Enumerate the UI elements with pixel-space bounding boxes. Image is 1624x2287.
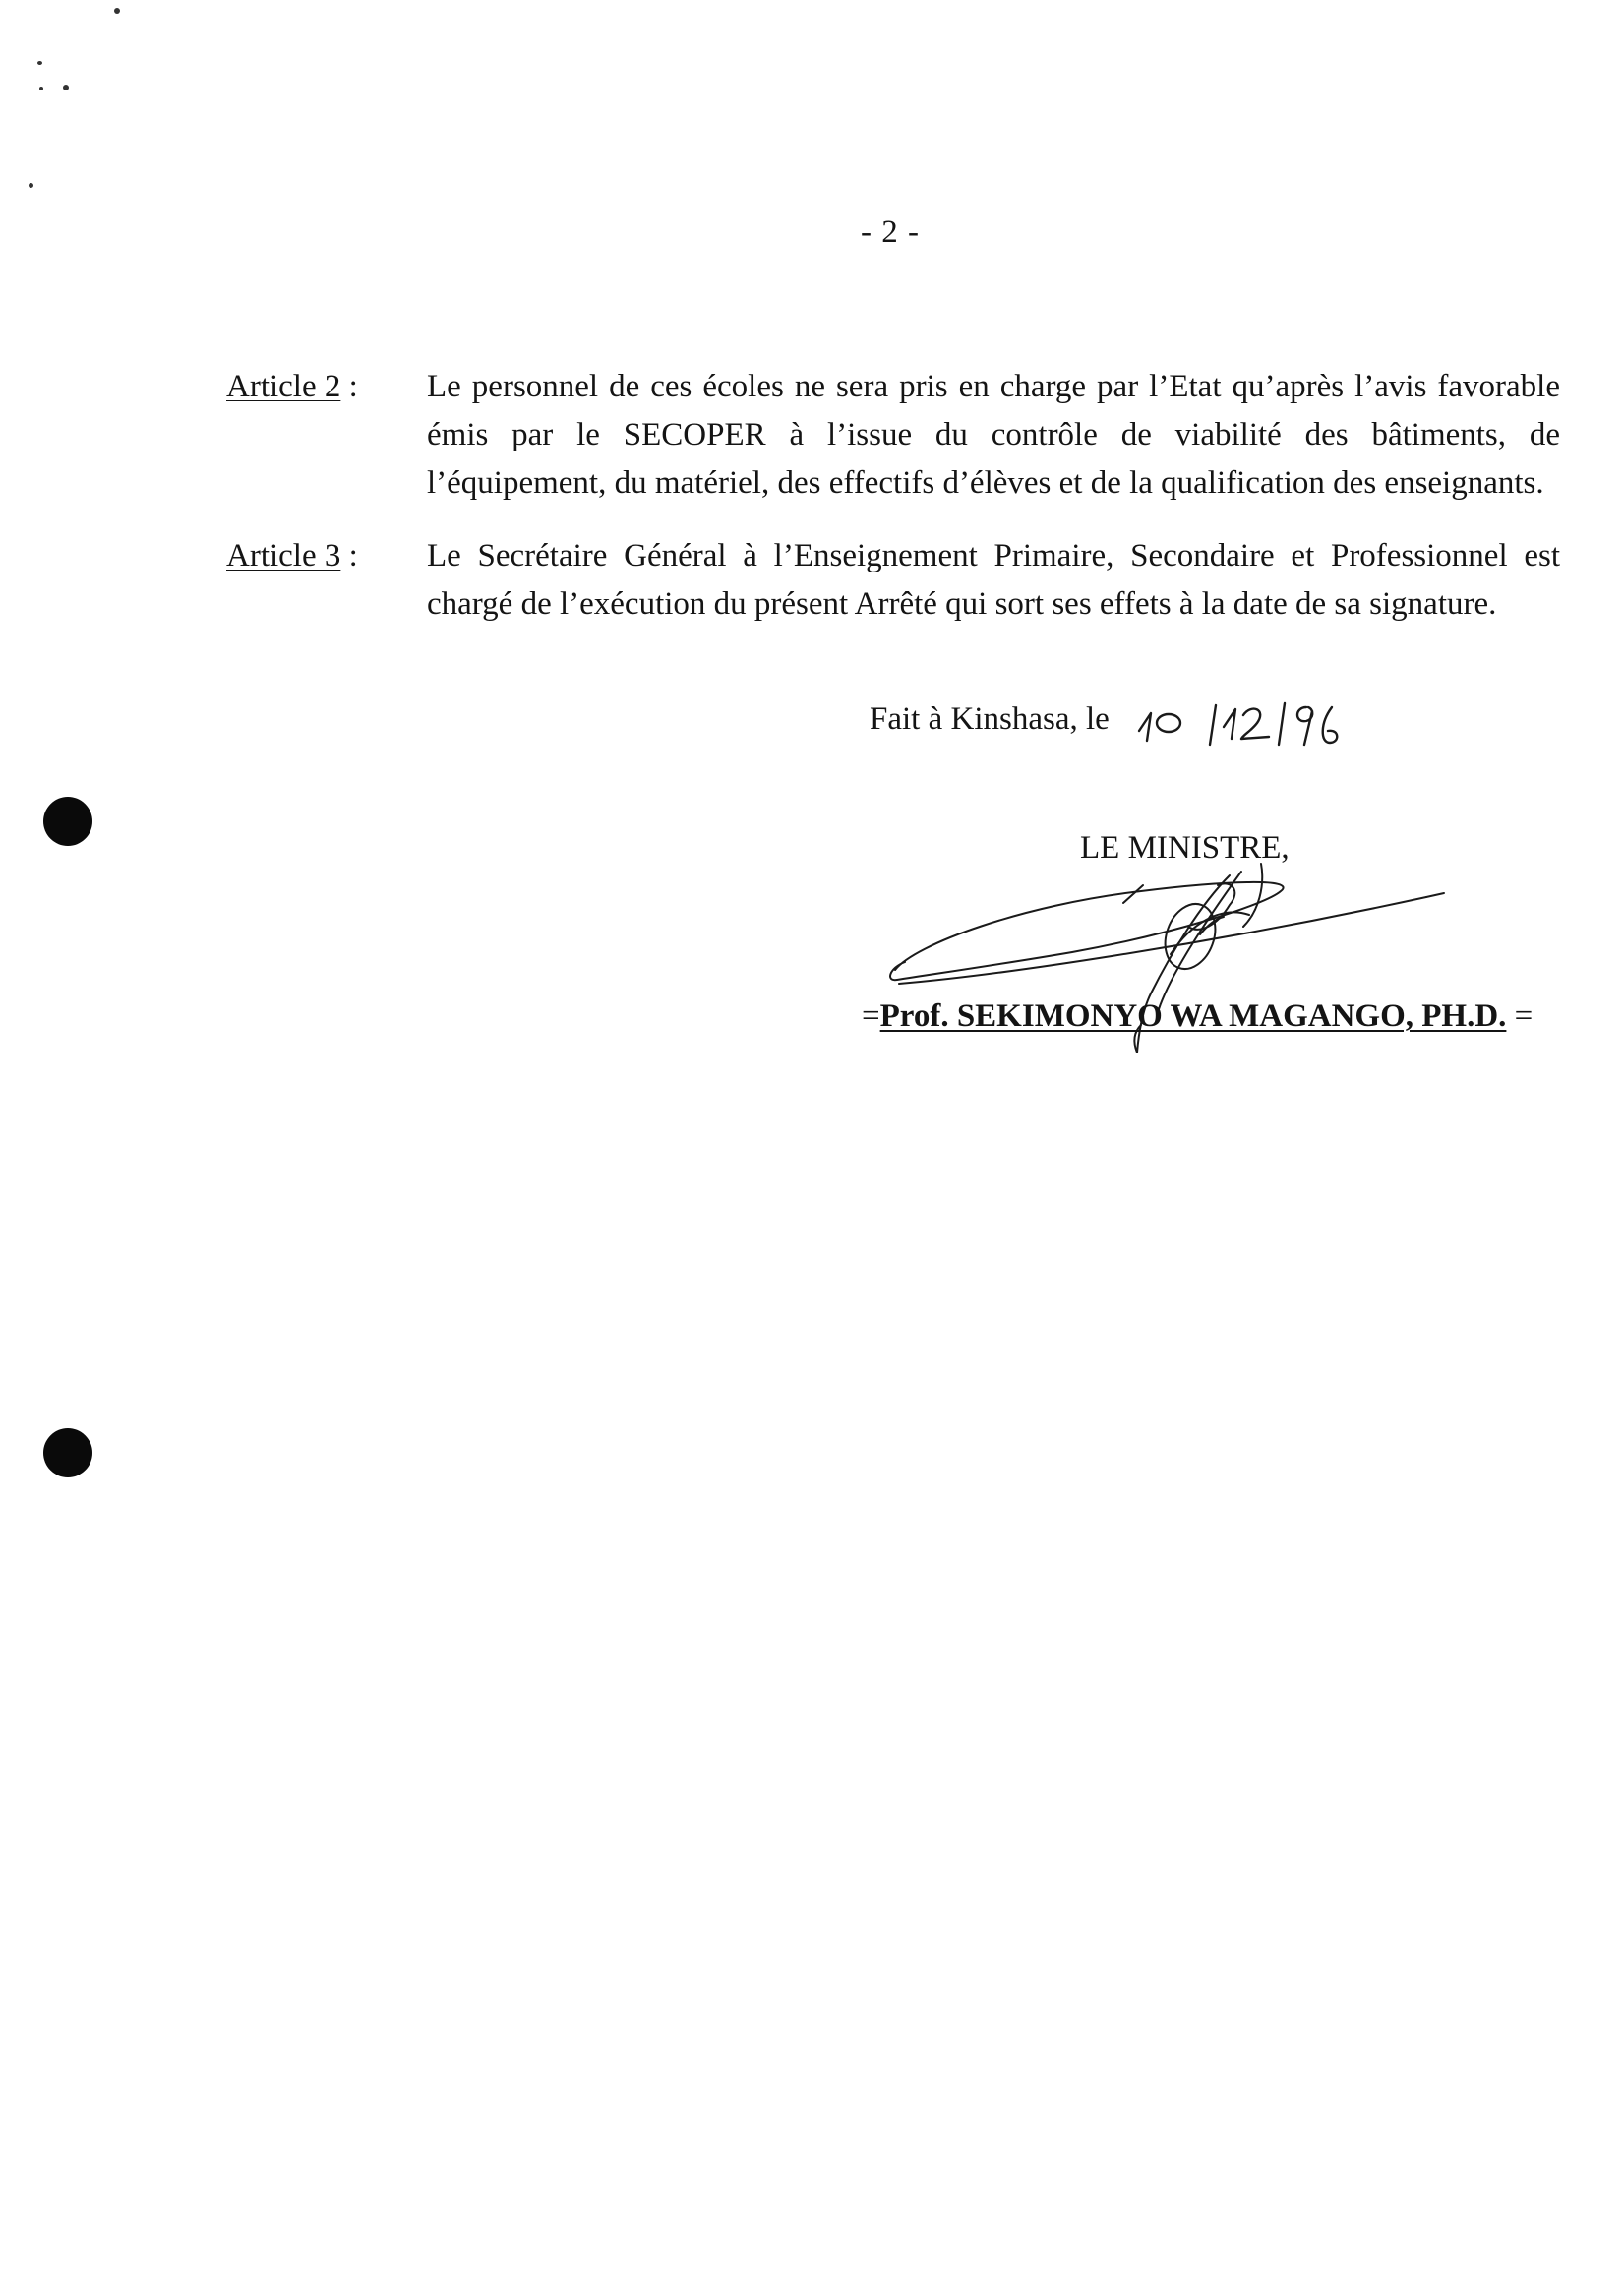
- punch-hole: [43, 1428, 92, 1477]
- article-text: Le Secrétaire Général à l’Enseignement Primaire, Secondaire et Professionnel est chargé de l’exécution du présent Arrêté qui sort ses effets à la date de sa signature.: [427, 538, 1560, 622]
- article-label-text: Article 3: [226, 538, 341, 573]
- scan-speck: [37, 61, 42, 65]
- article-label-text: Article 2: [226, 369, 341, 404]
- article-label-colon: :: [340, 369, 358, 404]
- article-text: Le personnel de ces écoles ne sera pris en charge par l’Etat qu’après l’avis favorable émis par le SECOPER à l’issue du contrôle de viabilité des bâtiments, de l’équipement, du matériel, des effectifs d’élèves et de la qualification des enseignants.: [427, 369, 1560, 501]
- place-date: Fait à Kinshasa, le: [870, 701, 1110, 737]
- punch-hole: [43, 797, 92, 846]
- article-label: [226, 363, 423, 411]
- signatory-prefix: =: [862, 998, 880, 1034]
- signatory: [862, 993, 1533, 1041]
- scan-speck: [39, 87, 43, 90]
- scan-speck: [29, 183, 33, 188]
- article-label-colon: :: [340, 538, 358, 573]
- signatory-name: Prof. SEKIMONYO WA MAGANGO, PH.D.: [879, 998, 1507, 1034]
- article-label: [226, 532, 423, 580]
- page-number: - 2 -: [861, 214, 920, 250]
- minister-title: LE MINISTRE,: [1080, 830, 1290, 866]
- signatory-suffix: =: [1506, 998, 1534, 1034]
- scan-speck: [114, 8, 120, 14]
- handwritten-date: [1131, 684, 1367, 762]
- scan-speck: [63, 85, 69, 90]
